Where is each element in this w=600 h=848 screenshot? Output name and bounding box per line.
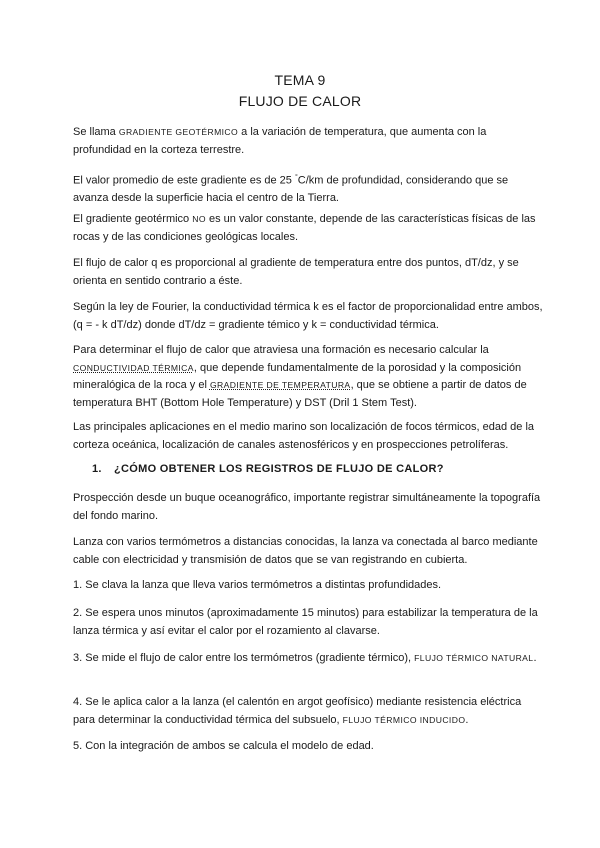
paragraph-ley-fourier: Según la ley de Fourier, la conductividad térmica k es el factor de proporcionalidad entre ambos, (q = - k dT/dz) donde dT/dz = gradiente témico y k = conductividad térmica. [73,301,543,331]
paragraph-determinar-flujo: Para determinar el flujo de calor que atraviesa una formación es necesario calcular la CONDUCTIVIDAD TÉRMICA, que depende fundamentalmente de la porosidad y la composición mineralógica de la roca y el GRADIENTE DE TEMPERATURA, que se obtiene a partir de datos de temperatura BHT (Bottom Hole Temperature) y DST (Dril 1 Stem Test). [73,344,527,409]
term-gradiente-geotermico: GRADIENTE GEOTÉRMICO [118,127,239,137]
paragraph-prospeccion: Prospección desde un buque oceanográfico, importante registrar simultáneamente la topografía del fondo marino. [73,492,541,522]
paragraph-aplicaciones: Las principales aplicaciones en el medio marino son localización de focos térmicos, edad de la corteza oceánica, localización de canales astenosféricos y en prospecciones petrolíferas. [73,421,535,451]
paragraph-flujo-proporcional: El flujo de calor q es proporcional al gradiente de temperatura entre dos puntos, dT/dz, y se orienta en sentido contrario a éste. [73,257,519,287]
step-4: 4. Se le aplica calor a la lanza (el calentón en argot geofísico) mediante resistencia eléctrica para determinar la conductividad térmica del subsuelo, FLUJO TÉRMICO INDUCIDO. [73,696,522,726]
step-2: 2. Se espera unos minutos (aproximadamente 15 minutos) para estabilizar la temperatura de la lanza térmica y así evitar el calor por el rozamiento al clavarse. [73,607,538,637]
paragraph-gradiente-definition: Se llama GRADIENTE GEOTÉRMICO a la variación de temperatura, que aumenta con la profundidad en la corteza terrestre. [73,126,487,156]
paragraph-lanza: Lanza con varios termómetros a distancias conocidas, la lanza va conectada al barco mediante cable con electricidad y transmisión de datos que se van registrando en cubierta. [73,536,538,566]
step-1: 1. Se clava la lanza que lleva varios termómetros a distintas profundidades. [73,579,442,591]
page-subtitle: FLUJO DE CALOR [238,93,362,109]
section-heading-text: ¿CÓMO OBTENER LOS REGISTROS DE FLUJO DE CALOR? [114,463,444,475]
section-number: 1. [92,463,102,475]
degree-symbol: ° [294,174,298,181]
term-flujo-termico-inducido: FLUJO TÉRMICO INDUCIDO [342,714,466,725]
step-3: 3. Se mide el flujo de calor entre los termómetros (gradiente térmico), FLUJO TÉRMICO NATURAL. [73,652,537,664]
term-conductividad-termica: CONDUCTIVIDAD TÉRMICA [73,362,194,373]
term-gradiente-temperatura: GRADIENTE DE TEMPERATURA [209,380,351,390]
paragraph-valor-promedio: El valor promedio de este gradiente es de 25 °C/km de profundidad, considerando que se avanza desde la superficie hacia el centro de la Tierra. [73,174,509,205]
section-heading [92,463,552,475]
paragraph-no-constante: El gradiente geotérmico NO es un valor constante, depende de las características físicas de las rocas y de las condiciones geológicas locales. [73,213,536,243]
page-title: TEMA 9 [274,72,326,88]
term-no: NO [192,214,206,224]
step-5: 5. Con la integración de ambos se calcula el modelo de edad. [73,740,374,752]
term-flujo-termico-natural: FLUJO TÉRMICO NATURAL [414,653,534,663]
